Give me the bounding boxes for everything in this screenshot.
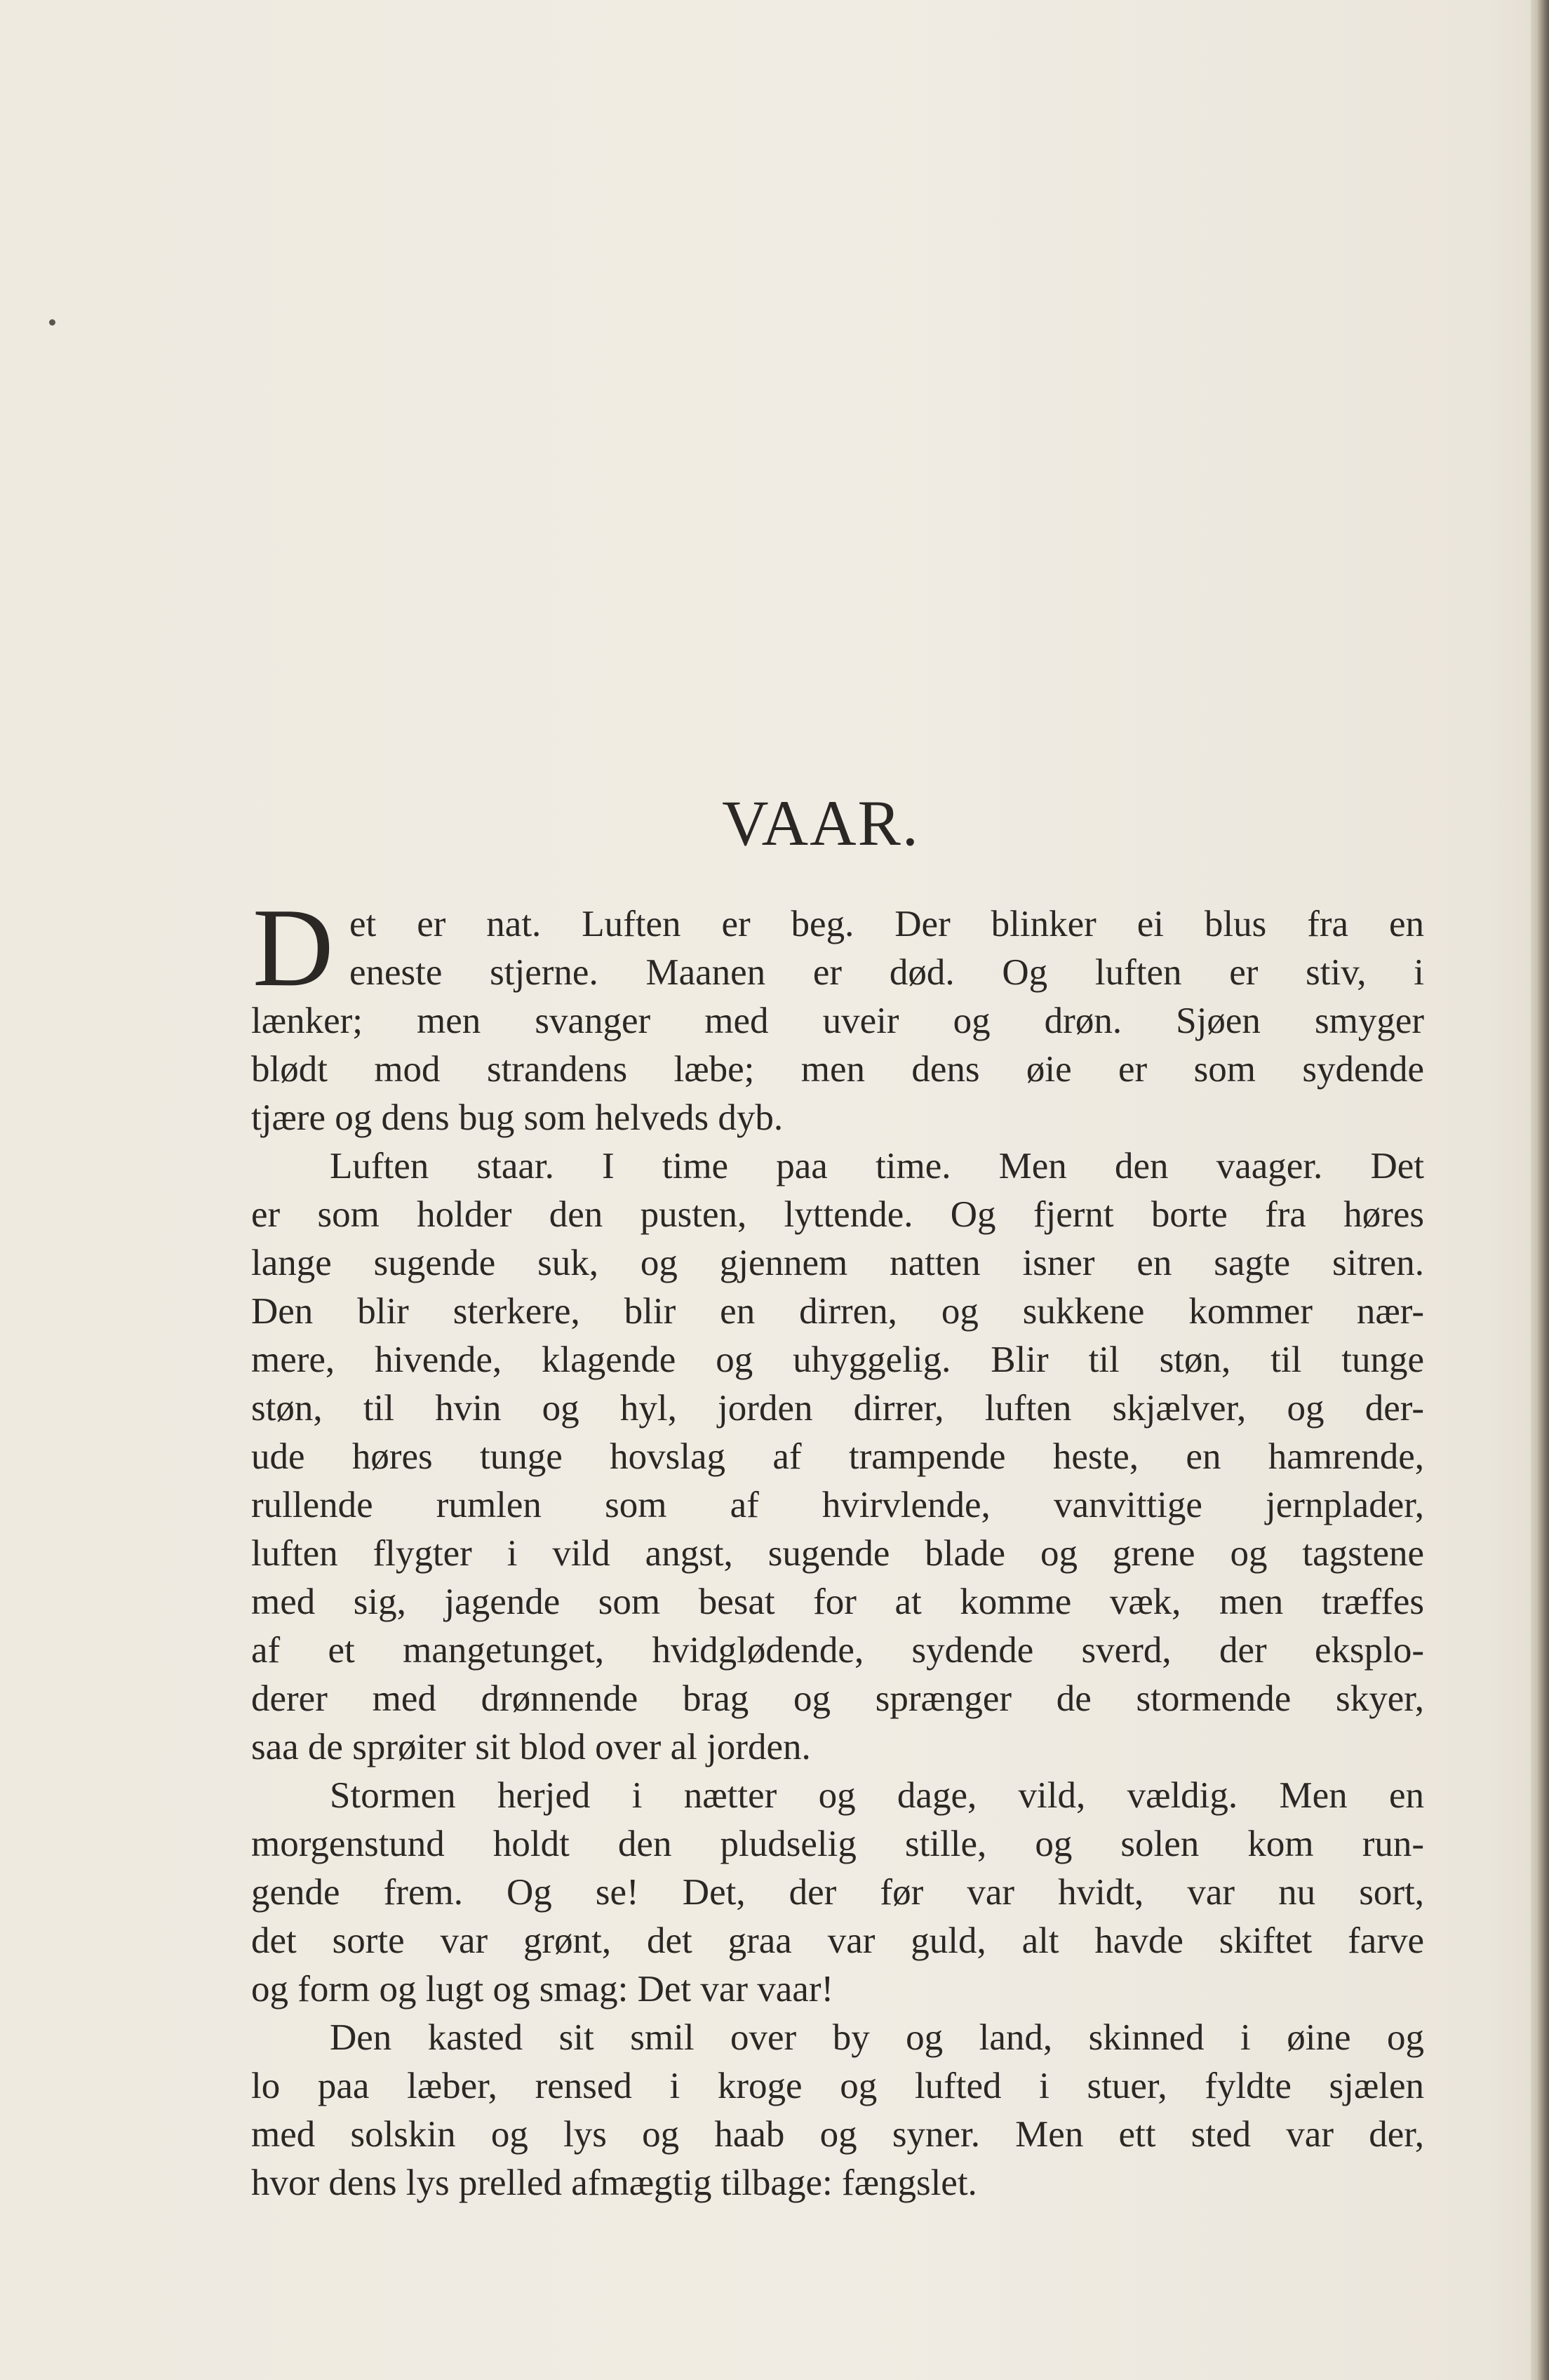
text-line: det sorte var grønt, det graa var guld, alt havde skiftet farve: [251, 1920, 1424, 1961]
text-line: med solskin og lys og haab og syner. Men ett sted var der,: [251, 2114, 1424, 2155]
text-line: luften flygter i vild angst, sugende blade og grene og tagstene: [251, 1533, 1424, 1574]
text-line: lo paa læber, rensed i kroge og lufted i stuer, fyldte sjælen: [251, 2066, 1424, 2106]
text-line: og form og lugt og smag: Det var vaar!: [251, 1969, 834, 2010]
text-line: hvor dens lys prelled afmægtig tilbage: fængslet.: [251, 2162, 977, 2203]
chapter-title: VAAR.: [722, 787, 920, 859]
text-line: tjære og dens bug som helveds dyb.: [251, 1097, 784, 1138]
text-line: gende frem. Og se! Det, der før var hvidt, var nu sort,: [251, 1872, 1424, 1913]
text-line: Den blir sterkere, blir en dirren, og sukkene kommer nær-: [251, 1291, 1424, 1332]
text-line: med sig, jagende som besat for at komme væk, men træffes: [251, 1582, 1424, 1622]
body-text: [251, 885, 1424, 2207]
text-line: et er nat. Luften er beg. Der blinker ei blus fra en: [349, 904, 1424, 944]
text-line: Luften staar. I time paa time. Men den vaager. Det: [330, 1146, 1424, 1186]
page-edge: [1531, 0, 1549, 2380]
text-line: støn, til hvin og hyl, jorden dirrer, luften skjælver, og der-: [251, 1388, 1424, 1429]
text-line: af et mangetunget, hvidglødende, sydende sverd, der eksplo-: [251, 1630, 1424, 1671]
text-line: blødt mod strandens læbe; men dens øie er som sydende: [251, 1049, 1424, 1090]
text-line: rullende rumlen som af hvirvlende, vanvittige jernplader,: [251, 1485, 1424, 1525]
text-line: Stormen herjed i nætter og dage, vild, vældig. Men en: [330, 1775, 1424, 1816]
text-line: morgenstund holdt den pludselig stille, og solen kom run-: [251, 1824, 1424, 1864]
text-line: lænker; men svanger med uveir og drøn. Sjøen smyger: [251, 1001, 1424, 1041]
drop-cap: D: [253, 885, 334, 1010]
text-line: mere, hivende, klagende og uhyggelig. Blir til støn, til tunge: [251, 1339, 1424, 1380]
text-line: Den kasted sit smil over by og land, skinned i øine og: [330, 2017, 1424, 2058]
text-line: derer med drønnende brag og sprænger de stormende skyer,: [251, 1678, 1424, 1719]
text-line: ude høres tunge hovslag af trampende heste, en hamrende,: [251, 1436, 1424, 1477]
text-line: saa de sprøiter sit blod over al jorden.: [251, 1727, 811, 1767]
ink-speck: [49, 319, 55, 326]
text-line: er som holder den pusten, lyttende. Og fjernt borte fra høres: [251, 1194, 1424, 1235]
text-line: eneste stjerne. Maanen er død. Og luften er stiv, i: [349, 952, 1424, 993]
text-line: lange sugende suk, og gjennem natten isner en sagte sitren.: [251, 1243, 1424, 1283]
